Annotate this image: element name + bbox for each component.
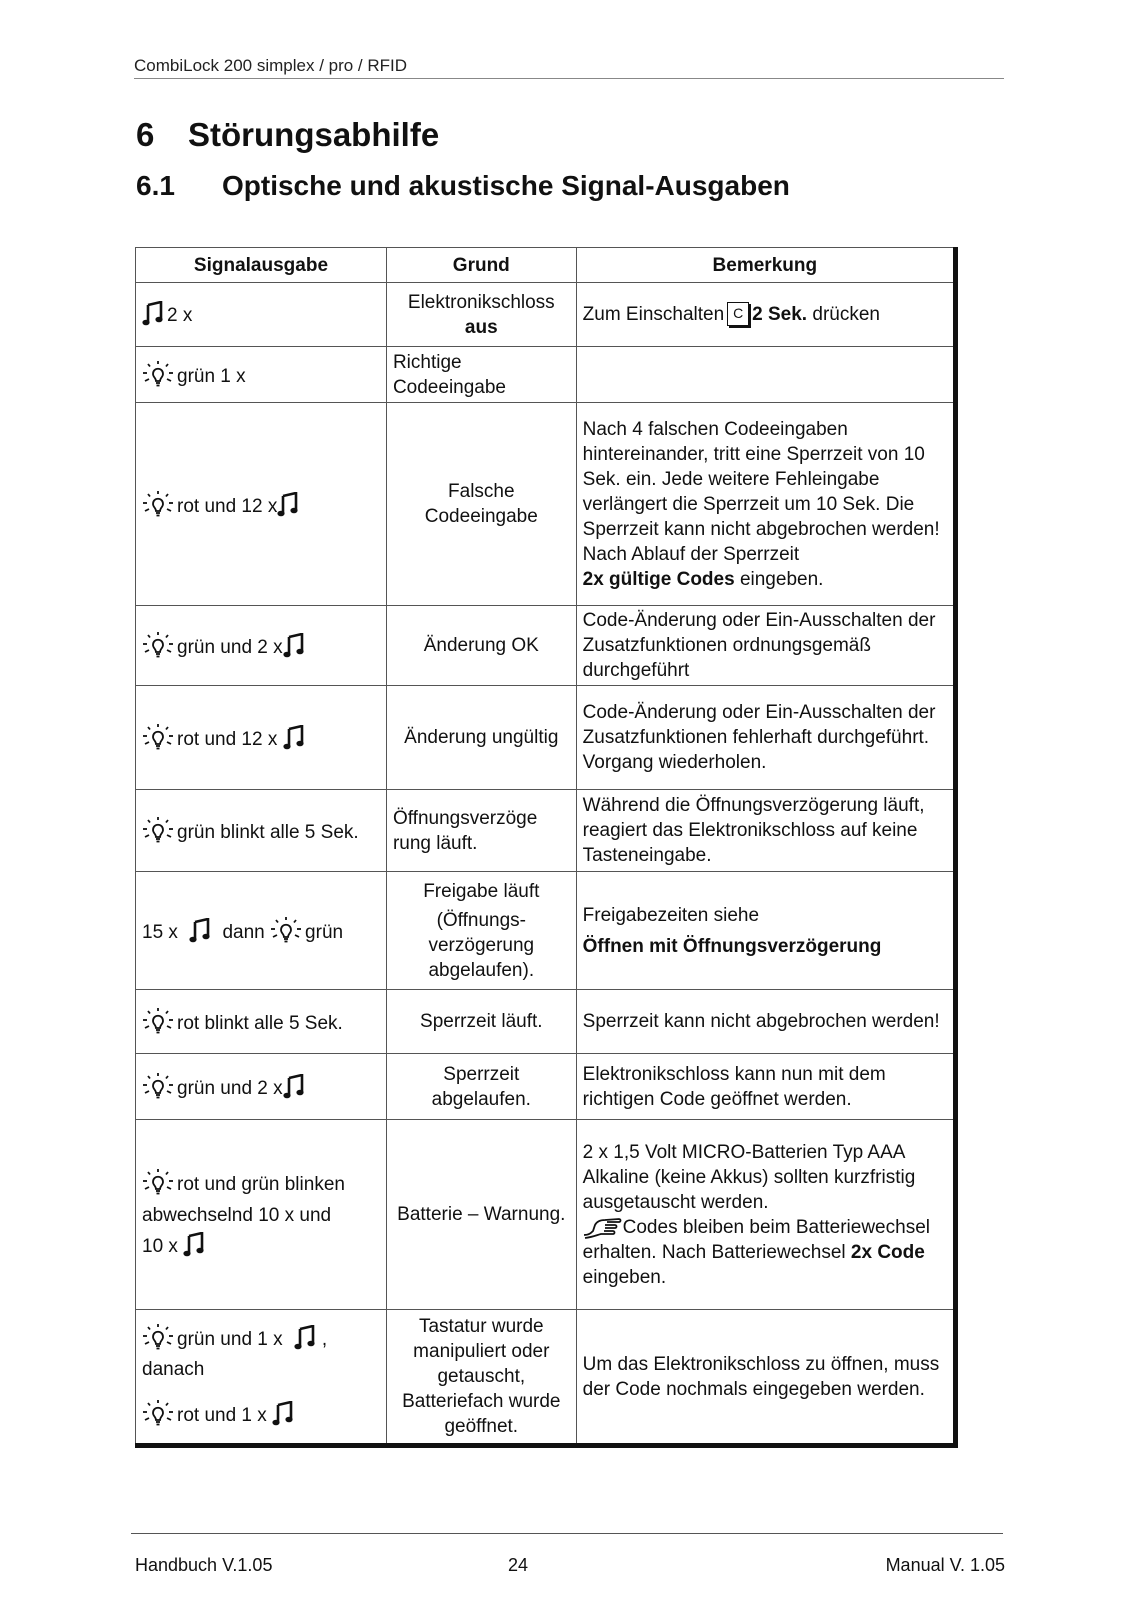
section-heading <box>136 116 439 154</box>
beep-note-icon <box>294 1325 316 1351</box>
reason-cell <box>386 283 576 347</box>
led-bulb-icon <box>142 490 174 518</box>
remark-cell <box>576 872 955 990</box>
remark-text-post: drücken <box>812 304 880 325</box>
remark-text: Freigabezeiten siehe <box>582 904 760 926</box>
remark-bold: 2x Code <box>850 1241 925 1263</box>
signal-cell <box>136 790 387 872</box>
table-row <box>136 686 956 790</box>
reason-cell <box>386 872 576 990</box>
signal-cell <box>136 1054 387 1120</box>
running-header: CombiLock 200 simplex / pro / RFID <box>134 56 1004 79</box>
reason-cell: Tastatur wurde manipuliert oder getauscht, Batteriefach wurde geöffnet. <box>386 1310 576 1446</box>
led-bulb-icon <box>142 631 174 659</box>
signal-text: grün und 2 x <box>177 1078 283 1099</box>
reason-cell: Änderung OK <box>386 606 576 686</box>
signal-text: rot und 12 x <box>177 495 278 517</box>
signal-comma: , <box>321 1328 328 1350</box>
led-bulb-icon <box>142 723 174 751</box>
c-key-icon: C <box>727 302 749 326</box>
table-row <box>136 790 956 872</box>
signal-text-mid: dann <box>222 922 265 943</box>
reason-cell: Batterie – Warnung. <box>386 1120 576 1310</box>
footer-rule <box>131 1533 1003 1534</box>
signal-text: grün und 1 x <box>177 1328 283 1350</box>
reason-cell: Richtige Codeeingabe <box>386 347 576 403</box>
remark-text-post: eingeben. <box>739 568 824 590</box>
remark-text: 2 x 1,5 Volt MICRO-Batterien Typ AAA Alkaline (keine Akkus) sollten kurzfristig ausgetauscht werden. <box>582 1141 916 1213</box>
signal-table <box>135 247 958 1448</box>
beep-note-icon <box>272 1401 294 1427</box>
led-bulb-icon <box>142 1007 174 1035</box>
remark-cell <box>576 283 955 347</box>
column-header-signalausgabe: Signalausgabe <box>136 248 387 283</box>
signal-text: rot und grün blinken <box>177 1173 345 1195</box>
led-bulb-icon <box>142 1399 174 1427</box>
table-row <box>136 283 956 347</box>
reason-cell: Sperrzeit abgelaufen. <box>386 1054 576 1120</box>
remark-cell: Elektronikschloss kann nun mit dem richtigen Code geöffnet werden. <box>576 1054 955 1120</box>
signal-text-2: danach <box>142 1358 205 1380</box>
reason-text-2: (Öffnungs-verzögerung abgelaufen). <box>428 909 535 981</box>
signal-cell <box>136 347 387 403</box>
signal-cell <box>136 990 387 1054</box>
signal-text: grün 1 x <box>177 366 246 387</box>
signal-cell <box>136 872 387 990</box>
remark-cell <box>576 347 955 403</box>
beep-note-icon <box>283 725 305 751</box>
signal-text-post: grün <box>305 922 344 943</box>
remark-cell: Sperrzeit kann nicht abgebrochen werden! <box>576 990 955 1054</box>
signal-cell <box>136 606 387 686</box>
remark-cell <box>576 403 955 606</box>
reason-cell: Falsche Codeeingabe <box>386 403 576 606</box>
signal-text: grün blinkt alle 5 Sek. <box>177 822 359 843</box>
column-header-grund: Grund <box>386 248 576 283</box>
signal-text-2: abwechselnd 10 x und <box>142 1204 332 1226</box>
table-row <box>136 990 956 1054</box>
remark-note-text: Codes bleiben beim Batteriewechsel erhalten. Nach Batteriewechsel <box>582 1216 930 1263</box>
signal-text-3: rot und 1 x <box>177 1404 267 1426</box>
remark-note <box>583 1215 947 1290</box>
beep-note-icon <box>142 301 164 327</box>
subsection-number: 6.1 <box>136 170 175 201</box>
remark-bold: 2 Sek. <box>752 304 808 325</box>
led-bulb-icon <box>142 360 174 388</box>
remark-text-post: eingeben. <box>582 1266 667 1288</box>
section-title: Störungsabhilfe <box>188 116 440 153</box>
table-row <box>136 1054 956 1120</box>
signal-text: rot blinkt alle 5 Sek. <box>177 1013 343 1034</box>
remark-cell: Code-Änderung oder Ein-Ausschalten der Zusatzfunktionen fehlerhaft durchgeführt. Vorgang wiederholen. <box>576 686 955 790</box>
reason-cell: Sperrzeit läuft. <box>386 990 576 1054</box>
beep-note-icon <box>183 1232 205 1258</box>
footer-right: Manual V. 1.05 <box>885 1555 1005 1575</box>
remark-text: Nach 4 falschen Codeeingaben hintereinander, tritt eine Sperrzeit von 10 Sek. ein. Jede weitere Fehleingabe verlängert die Sperrzeit um 10 Sek. Die Sperrzeit kann nicht abgebrochen werden! Nach Ablauf der Sperrzeit <box>582 418 940 565</box>
led-bulb-icon <box>270 916 302 944</box>
remark-cell <box>576 1120 955 1310</box>
led-bulb-icon <box>142 816 174 844</box>
signal-text: 2 x <box>167 305 193 326</box>
column-header-bemerkung: Bemerkung <box>576 248 955 283</box>
remark-bold: 2x gültige Codes <box>582 568 735 590</box>
signal-cell <box>136 686 387 790</box>
reason-text: Elektronikschloss <box>407 291 555 313</box>
reason-cell: Öffnungsverzöge rung läuft. <box>386 790 576 872</box>
signal-cell <box>136 403 387 606</box>
signal-text-3: 10 x <box>142 1235 178 1257</box>
signal-text: 15 x <box>142 922 178 943</box>
section-number: 6 <box>136 116 155 153</box>
signal-cell <box>136 1310 387 1446</box>
table-row <box>136 606 956 686</box>
table-row <box>136 347 956 403</box>
signal-text: rot und 12 x <box>177 729 278 750</box>
remark-cell: Um das Elektronikschloss zu öffnen, muss der Code nochmals eingegeben werden. <box>576 1310 955 1446</box>
table-row <box>136 872 956 990</box>
beep-note-icon <box>283 1074 305 1100</box>
footer-left: Handbuch V.1.05 <box>135 1555 273 1575</box>
led-bulb-icon <box>142 1072 174 1100</box>
signal-text: grün und 2 x <box>177 637 283 658</box>
led-bulb-icon <box>142 1323 174 1351</box>
led-bulb-icon <box>142 1168 174 1196</box>
beep-note-icon <box>283 633 305 659</box>
remark-bold: Öffnen mit Öffnungsverzögerung <box>582 935 882 957</box>
remark-cell: Während die Öffnungsverzögerung läuft, reagiert das Elektronikschloss auf keine Tasteneingabe. <box>576 790 955 872</box>
reason-bold: aus <box>464 316 498 338</box>
subsection-title: Optische und akustische Signal-Ausgaben <box>222 170 790 201</box>
pointing-hand-icon <box>583 1215 623 1239</box>
remark-text: Zum Einschalten <box>582 304 725 325</box>
page-number: 24 <box>508 1555 529 1575</box>
table-row <box>136 1120 956 1310</box>
table-row <box>136 403 956 606</box>
beep-note-icon <box>189 918 211 944</box>
table-header-row <box>136 248 956 283</box>
reason-cell: Änderung ungültig <box>386 686 576 790</box>
table-row <box>136 1310 956 1446</box>
reason-text: Freigabe läuft <box>423 880 540 902</box>
remark-cell: Code-Änderung oder Ein-Ausschalten der Zusatzfunktionen ordnungsgemäß durchgeführt <box>576 606 955 686</box>
subsection-heading <box>136 170 790 202</box>
beep-note-icon <box>277 492 299 518</box>
signal-cell <box>136 283 387 347</box>
signal-cell <box>136 1120 387 1310</box>
